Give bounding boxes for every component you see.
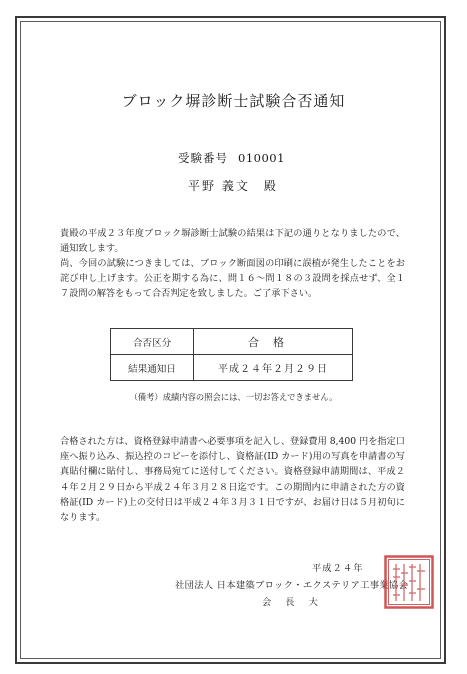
remarks-note: （備考）成績内容の照会には、一切お答えできません。 (129, 392, 338, 402)
recipient-name: 平野 義文 (188, 179, 250, 193)
exam-number-line (178, 150, 285, 166)
table-row (111, 355, 353, 381)
result-intro-paragraph: 貴殿の平成２３年度ブロック塀診断士試験の結果は下記の通りとなりましたので、通知致します。 (60, 228, 405, 255)
registration-paragraph: 合格された方は、資格登録申請書へ必要事項を記入し、登録費用 8,400 円を指定口座へ振り込み、振込控のコピーを添付し、資格証(ID カード)用の写真を申請書の写真貼付欄に貼付し、事務局宛てに送付してください。資格登録申請期間は、平成２４年２月２９日から平成２４年３月２８日迄です。この期間内に申請された方の資格証(ID カード)上の交付日は平成２４年３月３１日ですが、お届け日は５月初旬になります。 (60, 436, 405, 524)
official-seal-icon (384, 555, 434, 609)
table-row (111, 329, 353, 355)
exam-number-label: 受験番号 (178, 151, 228, 165)
notice-date-value: 平成２４年２月２９日 (194, 355, 353, 381)
status-label: 合否区分 (111, 329, 194, 355)
exam-number: 010001 (238, 151, 285, 165)
recipient-honorific: 殿 (263, 179, 278, 193)
president-name: 大 (308, 597, 318, 608)
status-value: 合格 (194, 329, 353, 355)
document-title: ブロック塀診断士試験合否通知 (121, 92, 346, 110)
recipient-line (188, 177, 278, 194)
organization-name: 社団法人 日本建築ブロック・エクステリア工事業協会 (175, 580, 409, 591)
president-line (262, 594, 318, 608)
result-table (110, 328, 353, 381)
notice-date-label: 結果通知日 (111, 355, 194, 381)
apology-paragraph: 尚、今回の試験につきましては、ブロック断面図の印刷に誤植が発生したことをお詫び申し上げます。公正を期する為に、問１６〜問１８の３設問を採点せず、全１７設問の解答をもって合否判定を致しました。ご了承下さい。 (60, 258, 405, 300)
president-title: 会長 (262, 597, 309, 608)
issue-date: 平成２４年 (312, 563, 364, 574)
